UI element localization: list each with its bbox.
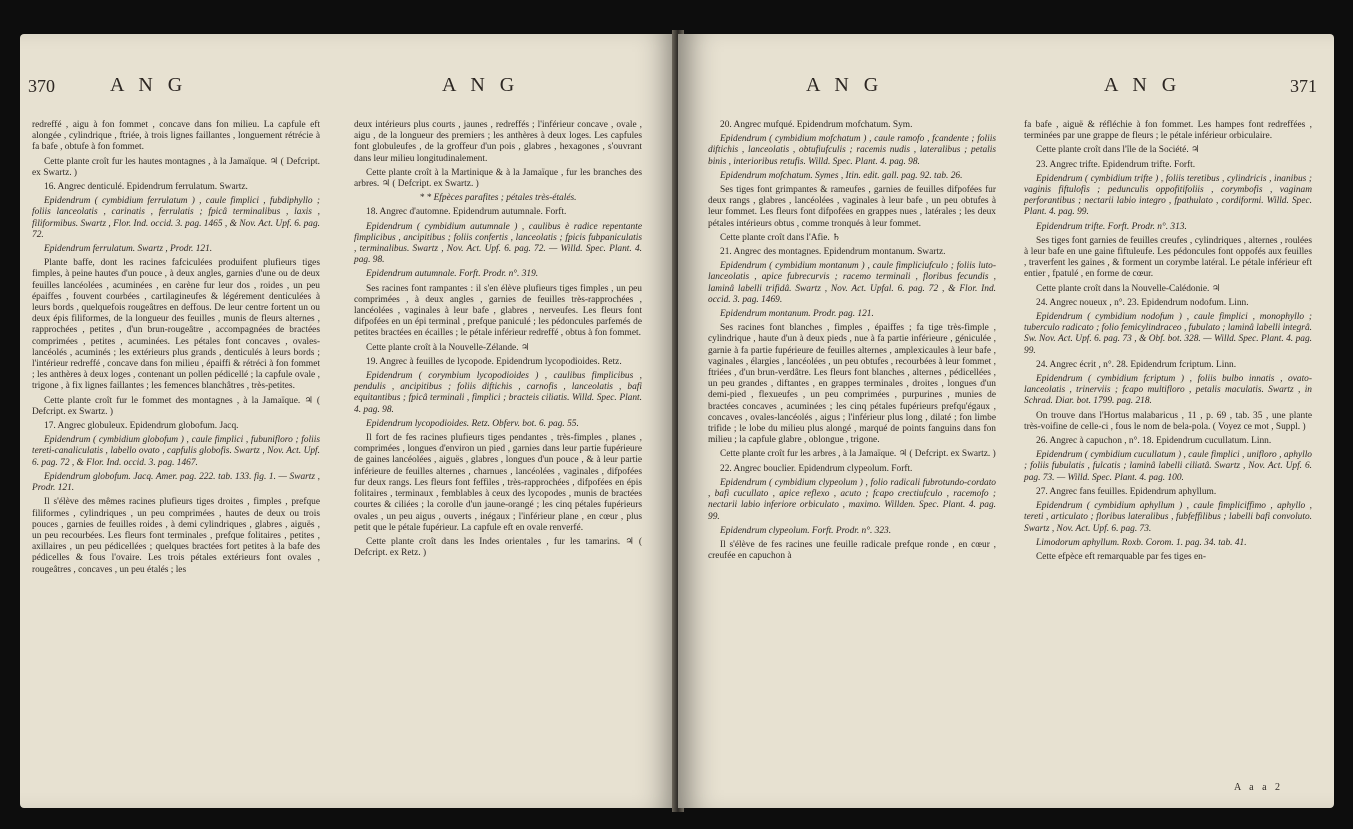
paragraph: Epidendrum ( corymbium lycopodioides ) , caulibus fimplicibus , pendulis , ancipitibus ; foliis diftichis , carnofis , lanceolatis , bafi equitantibus ; fpicâ terminali , fimplici ; bracteis ciliatis. Willd. Spec. Plant. 4. pag. 98. xyxy=(354,371,642,415)
left-page xyxy=(20,34,678,808)
paragraph: Cette plante croît à la Nouvelle-Zélande. ♃ xyxy=(366,342,530,353)
paragraph: Epidendrum ( cymbidium aphyllum ) , caule fimpliciffimo , aphyllo , tereti , articulato ; floribus lateralibus , fubfeffilibus ; labelli bafi convoluto. Swartz , Nov. Act. Upf. 6. pag. 73. xyxy=(1024,501,1312,534)
paragraph: Epidendrum ( cymbidium ferrulatum ) , caule fimplici , fubdiphyllo ; foliis lanceolatis , carinatis , ferrulatis ; fpicâ terminalibus , laxis , filiformibus. Swartz , Flor. Ind. occid. 3. pag. 1465 , & Nov. Act. Upf. 6. pag. 72. xyxy=(32,196,320,240)
entry-heading: 24. Angrec écrit , n°. 28. Epidendrum fcriptum. Linn. xyxy=(1036,359,1237,370)
paragraph: Il s'élève des mêmes racines plufieurs tiges droites , fimples , prefque filiformes , cylindriques , un peu comprimées , hautes de deux ou trois pouces , garnies de feuilles roides , à demi cylindriques , glabres , aiguës , un peu recourbées. Les fleurs font terminales , prefque folitaires , petites , axillaires , un peu pédicellées ; quelques bractées fort petites à la bafe des pédicelles & fous l'ovaire. Les trois pétales extérieurs font ovales , rougeâtres , concaves , un peu étalés ; les xyxy=(32,497,320,575)
left-column-1 xyxy=(32,120,320,579)
entry-heading: 21. Angrec des montagnes. Epidendrum montanum. Swartz. xyxy=(720,247,946,258)
paragraph: Epidendrum ( cymbidium trifte ) , foliis teretibus , cylindricis , inanibus ; vaginis fiftulofis ; pedunculis oppofitifoliis , corymbofis , vaginam perforantibus ; nectarii labio integro , fpathulato , cordiformi. Willd. Spec. Plant. 4. pag. 99. xyxy=(1024,173,1312,218)
paragraph: Epidendrum ferrulatum. Swartz , Prodr. 121. xyxy=(44,244,213,255)
paragraph: Ses racines font rampantes : il s'en élève plufieurs tiges fimples , un peu comprimées , à deux angles , garnies de feuilles très-rapprochées , lancéolées , vaginales à leur bafe , glabres , nerveufes. Les fleurs font difpofées en un épi terminal , prefque paniculé ; les pédoncules parfemés de petites bractées en écailles ; le pétale inférieur redreffé , obtus à fon fommet. xyxy=(354,283,642,339)
paragraph: Cette plante croît fur les hautes montagnes , à la Jamaïque. ♃ ( Defcript. ex Swartz. ) xyxy=(32,156,320,178)
paragraph: Epidendrum globofum. Jacq. Amer. pag. 222. tab. 133. fig. 1. — Swartz , Prodr. 121. xyxy=(32,471,320,494)
paragraph: Cette plante croît fur les arbres , à la Jamaïque. ♃ ( Defcript. ex Swartz. ) xyxy=(720,449,996,460)
paragraph: Epidendrum ( cymbidium globofum ) , caule fimplici , fubunifloro ; foliis tereti-canaliculatis , labello ovato , capfulis globofis. Swartz , Nov. Act. Upf. 6. pag. 72 , & Flor. Ind. occid. 3. pag. 1467. xyxy=(32,435,320,468)
paragraph: Epidendrum ( cymbidium montanum ) , caule fimpliciufculo ; foliis luto-lanceolatis , apice fubrecurvis ; racemo terminali , floribus fecundis , laminâ labelli trifidâ. Swartz , Nov. Act. Upfal. 6. pag. 72 , & Flor. Ind. occid. 3. pag. 1469. xyxy=(708,261,996,305)
section-heading: * * Efpèces parafites ; pétales très-étalés. xyxy=(419,193,577,204)
paragraph: fa bafe , aiguë & réfléchie à fon fommet. Les hampes font redreffées , terminées par une grappe de fleurs ; le pétale inférieur orbiculaire. xyxy=(1024,120,1312,142)
paragraph: Epidendrum mofchatum. Symes , Itin. edit. gall. pag. 92. tab. 26. xyxy=(720,170,963,181)
paragraph: Cette plante croît dans l'Afie. ♄ xyxy=(720,232,841,243)
right-page xyxy=(678,34,1334,808)
paragraph: Epidendrum ( cymbidium clypeolum ) , folio radicali fubrotundo-cordato , bafi cucullato , apice reflexo , acuto ; fcapo crectiufculo , racemofo ; nectarii labio inferiore orbiculato , maximo. Willden. Spec. Plant. 4. pag. 99. xyxy=(708,477,996,522)
paragraph: redreffé , aigu à fon fommet , concave dans fon milieu. La capfule eft alongée , cylindrique , ftriée, à trois lignes faillantes , longuement rétrécie à fa bafe , obtufe à fon fommet. xyxy=(32,120,320,153)
left-running-head-inner: A N G xyxy=(442,74,520,96)
entry-heading: 27. Angrec fans feuilles. Epidendrum aphyllum. xyxy=(1036,486,1217,497)
paragraph: Epidendrum montanum. Prodr. pag. 121. xyxy=(720,309,874,320)
paragraph: Epidendrum trifte. Forft. Prodr. n°. 313. xyxy=(1036,221,1187,232)
paragraph: Cette plante croît à la Martinique & à la Jamaïque , fur les branches des arbres. ♃ ( Defcript. ex Swartz. ) xyxy=(354,167,642,190)
right-running-head-inner: A N G xyxy=(806,74,884,96)
paragraph: Epidendrum ( cymbidium autumnale ) , caulibus è radice repentante fimplicibus , ancipitibus ; foliis confertis , lanceolatis ; fpicis fubpaniculatis , terminalibus. Swartz , Nov. Act. Upf. 6. pag. 72. — Willd. Spec. Plant. 4. pag. 98. xyxy=(354,221,642,266)
entry-heading: 19. Angrec à feuilles de lycopode. Epidendrum lycopodioides. Retz. xyxy=(366,356,622,367)
entry-heading: 17. Angrec globuleux. Epidendrum globofum. Jacq. xyxy=(44,421,239,432)
left-column-2 xyxy=(354,120,642,562)
paragraph: Plante baffe, dont les racines fafciculées produifent plufieurs tiges fimples, à peine hautes d'un pouce , à deux angles, garnies d'une ou de deux feuilles lancéolées , acuminées , en carène fur leur dos , roides , un peu épaiffes , fouvent courbées , cartilagineufes & légérement denticulées à leurs bords , quelquefois rougeâtres en deffous. De leur centre fortent un ou deux épis filiformes, de la longueur des feuilles , munis de fleurs alternes , rapprochées , petites , d'un brun-rougeâtre , accompagnées de bractées comprimées , petites , acuminées. Les pétales font concaves , ovales-lancéolés , acuminés ; les extérieurs plus grands , denticulés à leurs bords ; l'intérieur redreffé , concave dans fon milieu , épaiffi & rétréci à fon fommet ; les anthères à deux loges , contenant un pollen pédicellé ; la capfule ovale , trigone , à fix lignes faillantes ; les femences blanchâtres , très-petites. xyxy=(32,258,320,392)
paragraph: Ses tiges font grimpantes & rameufes , garnies de feuilles difpofées fur deux rangs , glabres , lancéolées , vaginales à leur bafe , un peu obtufes à leur fommet. Les fleurs font difpofées en grappes nues , latérales ; les deux pétales intérieurs obtus , comme tronqués à leur fommet. xyxy=(708,185,996,229)
paragraph: Ses tiges font garnies de feuilles creufes , cylindriques , alternes , roulées à leur bafe en une gaine fiftuleufe. Les pédoncules font oppofés aux feuilles , traverfent les gaines , & forment un corymbe latéral. Le pétale inférieur eft entier , fpatulé , en forme de cœur. xyxy=(1024,235,1312,280)
left-page-number: 370 xyxy=(28,76,55,96)
paragraph: deux intérieurs plus courts , jaunes , redreffés ; l'inférieur concave , ovale , aigu , de la longueur des premiers ; les anthères à deux loges. Les capfules font globuleufes , de la groffeur d'un pois , glabres , hexagones , s'ouvrant dans leur milieu longitudinalement. xyxy=(354,120,642,164)
paragraph: Epidendrum autumnale. Forft. Prodr. n°. 319. xyxy=(366,269,539,280)
entry-heading: 18. Angrec d'automne. Epidendrum autumnale. Forft. xyxy=(366,207,567,218)
paragraph: Epidendrum lycopodioides. Retz. Obferv. bot. 6. pag. 55. xyxy=(366,418,579,429)
paragraph: Cette plante croît dans les Indes orientales , fur les tamarins. ♃ ( Defcript. ex Retz. ) xyxy=(354,536,642,559)
paragraph: Cette plante croît fur le fommet des montagnes , à la Jamaïque. ♃ ( Defcript. ex Swartz. ) xyxy=(32,395,320,417)
paragraph: Il s'élève de fes racines une feuille radicale prefque ronde , en cœur , creufée en capuchon à xyxy=(708,539,996,562)
right-page-number: 371 xyxy=(1290,76,1317,96)
entry-heading: 16. Angrec denticulé. Epidendrum ferrulatum. Swartz. xyxy=(44,182,248,193)
paragraph: Epidendrum ( cymbidium nodofum ) , caule fimplici , monophyllo ; tuberculo radicato ; folio femicylindraceo , fubulato ; laminâ labelli integrâ. Sw. Nov. Act. Upf. 6. pag. 73 , & Obf. bot. 328. — Willd. Spec. Plant. 4. pag. 99. xyxy=(1024,312,1312,356)
paragraph: Epidendrum ( cymbidium cucullatum ) , caule fimplici , unifloro , aphyllo ; foliis fubulatis , fulcatis ; laminâ labelli ciliatâ. Swartz , Nov. Act. Upf. 6. pag. 73. — Willd. Spec. Plant. 4. pag. 100. xyxy=(1024,450,1312,483)
paragraph: Epidendrum ( cymbidium fcriptum ) , foliis bulbo innatis , ovato-lanceolatis , trinerviis ; fcapo multifloro , petalis maculatis. Swartz , in Schrad. Diar. bot. 1799. pag. 218. xyxy=(1024,374,1312,407)
paragraph: Epidendrum clypeolum. Forft. Prodr. n°. 323. xyxy=(720,525,892,536)
paragraph: Cette plante croît dans la Nouvelle-Calédonie. ♃ xyxy=(1036,283,1221,294)
paragraph: On trouve dans l'Hortus malabaricus , 11 , p. 69 , tab. 35 , une plante très-voifine de celle-ci , fous le nom de bela-pola. ( Voyez ce mot , Suppl. ) xyxy=(1024,410,1312,432)
right-column-2 xyxy=(1024,120,1312,566)
paragraph: Ses racines font blanches , fimples , épaiffes ; fa tige très-fimple , cylindrique , haute d'un à deux pieds , nue à fa partie inférieure , géniculée , garnie à fa partie fupérieure de feuilles alternes , amplexicaules à leur bafe , vaginales , élargies , lancéolées , un peu obtufes , recourbées à leur fommet , ftriées , d'un brun-verdâtre. Les fleurs font blanches , alternes , pédicellées , un peu grandes , diftantes , en grappes terminales , droites , longues d'un demi-pied , flexueufes , un peu comprimées , purpurines , munies de bractées concaves , acuminées ; les cinq pétales fupérieurs prefqu'égaux , concaves , ovales-lancéolés , aigus ; l'inférieur plus long , dilaté ; fon limbe trifide ; le lobe du milieu plus alongé , marqué de points fanguins dans fon milieu ; la capfule glabre , oblongue , trigone. xyxy=(708,323,996,446)
entry-heading: 24. Angrec noueux , n°. 23. Epidendrum nodofum. Linn. xyxy=(1036,297,1249,308)
entry-heading: 26. Angrec à capuchon , n°. 18. Epidendrum cucullatum. Linn. xyxy=(1036,436,1272,447)
entry-heading: 23. Angrec trifte. Epidendrum trifte. Forft. xyxy=(1036,159,1196,170)
entry-heading: 22. Angrec bouclier. Epidendrum clypeolum. Forft. xyxy=(720,463,913,474)
paragraph: Cette plante croît dans l'île de la Société. ♃ xyxy=(1036,145,1200,156)
right-column-1 xyxy=(708,120,996,565)
entry-heading: 20. Angrec mufqué. Epidendrum mofchatum. Sym. xyxy=(720,120,913,130)
paragraph: Epidendrum ( cymbidium mofchatum ) , caule ramofo , fcandente ; foliis diftichis , lanceolatis , obtufiufculis ; racemis nudis , lateralibus ; petalis binis , interioribus retufis. Willd. Spec. Plant. 4. pag. 98. xyxy=(708,134,996,167)
right-running-head-outer: A N G xyxy=(1104,74,1182,96)
paragraph: Cette efpèce eft remarquable par fes tiges en- xyxy=(1036,551,1206,562)
left-running-head-outer: A N G xyxy=(110,74,188,96)
signature-mark: A a a 2 xyxy=(1234,782,1284,793)
paragraph: Il fort de fes racines plufieurs tiges pendantes , très-fimples , planes , comprimées , longues d'environ un pied , garnies dans leur partie fupérieure de gaines lancéolées , aiguës , glabres , longues d'un pouce , & à leur partie inférieure de feuilles alternes , charnues , lancéolées , vaginales , difpofées fur deux rangs. Les fleurs font feffiles , très-rapprochées , difpofées en épis folitaires , terminaux , femblables à ceux des lycopodes , munis de bractées courtes & ciliées ; la corolle d'un jaune-orangé ; les cinq pétales fupérieurs ovales , un peu aigus , ouverts , inégaux ; l'inférieur plane , en cœur , plus petit que le pétale fupérieur. La capfule eft en ovale renverfé. xyxy=(354,433,642,533)
paragraph: Limodorum aphyllum. Roxb. Corom. 1. pag. 34. tab. 41. xyxy=(1036,537,1247,548)
